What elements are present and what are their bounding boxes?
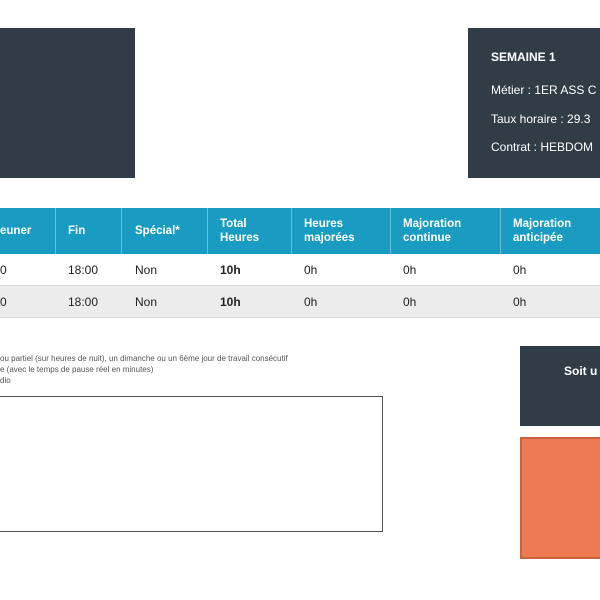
summary-box	[520, 346, 600, 426]
header-fin: Fin	[68, 225, 86, 237]
header-heures-majorees: Heures majorées	[304, 218, 355, 244]
table-row	[0, 286, 600, 318]
footnote-line: e (avec le temps de pause réel en minutes)	[0, 365, 154, 374]
week-info-box	[468, 28, 600, 178]
cell-total-heures: 10h	[220, 294, 241, 309]
hours-table	[0, 208, 600, 318]
cell-total-heures: 10h	[220, 262, 241, 277]
cell-majoration-anticipee: 0h	[513, 262, 527, 277]
cell-fin: 18:00	[68, 294, 99, 309]
cell-dejeuner: 0	[0, 294, 7, 309]
week-label: SEMAINE 1	[491, 50, 556, 64]
header-majoration-continue: Majoration continue	[403, 218, 462, 244]
cell-heures-majorees: 0h	[304, 262, 318, 277]
total-highlight-box	[520, 437, 600, 559]
cell-majoration-continue: 0h	[403, 294, 417, 309]
header-majoration-anticipee: Majoration anticipée	[513, 218, 572, 244]
table-header	[0, 208, 600, 254]
summary-label: Soit u	[564, 364, 598, 378]
left-header-block	[0, 28, 135, 178]
cell-special: Non	[135, 262, 158, 277]
header-dejeuner: euner	[0, 225, 32, 237]
cell-fin: 18:00	[68, 262, 99, 277]
metier-label: Métier : 1ER ASS C	[491, 83, 597, 97]
cell-special: Non	[135, 294, 158, 309]
taux-horaire-label: Taux horaire : 29.3	[491, 112, 591, 126]
header-special: Spécial*	[135, 225, 180, 237]
footnote-line: dio	[0, 376, 11, 385]
cell-dejeuner: 0	[0, 262, 7, 277]
contrat-label: Contrat : HEBDOM	[491, 140, 594, 154]
cell-heures-majorees: 0h	[304, 294, 318, 309]
footnotes	[0, 353, 288, 386]
cell-majoration-anticipee: 0h	[513, 294, 527, 309]
comment-textarea[interactable]	[0, 396, 383, 532]
cell-majoration-continue: 0h	[403, 262, 417, 277]
footnote-line: ou partiel (sur heures de nuit), un dimanche ou un 6ème jour de travail consécutif	[0, 354, 288, 363]
header-total-heures: Total Heures	[220, 218, 259, 244]
table-row	[0, 254, 600, 286]
